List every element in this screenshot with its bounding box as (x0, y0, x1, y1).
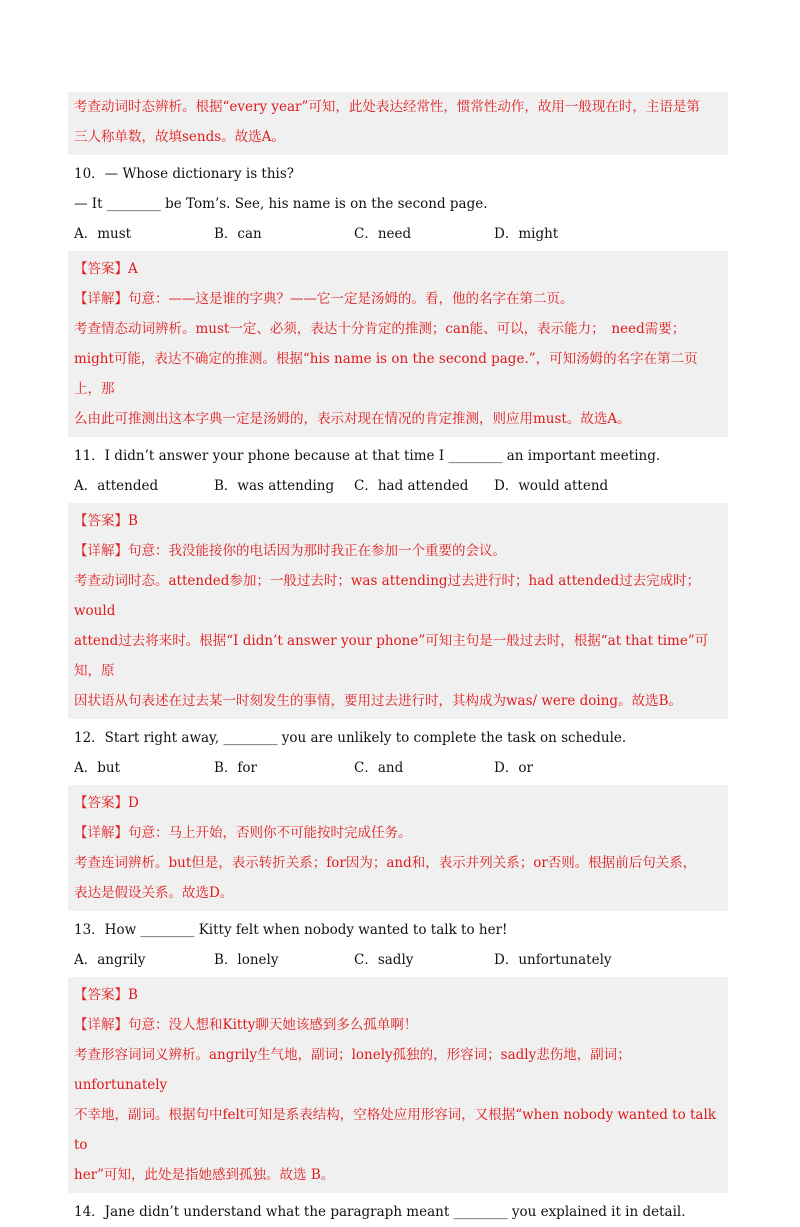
options-row (74, 945, 728, 975)
detail-line: 【详解】句意：没人想和Kitty聊天她该感到多么孤单啊！ (74, 1017, 418, 1033)
explanation-box-q9 (68, 92, 728, 155)
detail-line: 不幸地，副词。根据句中felt可知是系表结构，空格处应用形容词，又根据“when nobody wanted to talk to (74, 1107, 716, 1153)
detail-line: 【详解】句意：我没能接你的电话因为那时我正在参加一个重要的会议。 (74, 543, 506, 559)
explanation-line: 三人称单数，故填sends。故选A。 (74, 129, 285, 145)
detail-line: 考查连词辨析。but但是，表示转折关系；for因为；and和，表示并列关系；or否则。根据前后句关系， (74, 855, 697, 871)
answer-label: 【答案】B (74, 987, 138, 1003)
options-row (74, 471, 728, 501)
detail-line: 考查形容词词义辨析。angrily生气地，副词；lonely孤独的，形容词；sadly悲伤地，副词；unfortunately (74, 1047, 631, 1093)
option-b: B．for (214, 760, 257, 776)
detail-line: 么由此可推测出这本字典一定是汤姆的，表示对现在情况的肯定推测，则应用must。故选A。 (74, 411, 631, 427)
detail-line: 【详解】句意：马上开始，否则你不可能按时完成任务。 (74, 825, 412, 841)
detail-line: attend过去将来时。根据“I didn’t answer your phone”可知主句是一般过去时，根据“at that time”可知，原 (74, 633, 709, 679)
option-a: A．but (74, 760, 121, 776)
option-d: D．might (494, 226, 559, 242)
option-b: B．was attending (214, 478, 335, 494)
detail-line: 考查情态动词辨析。must一定、必须，表达十分肯定的推测；can能、可以，表示能力； need需要； (74, 321, 686, 337)
options-row (74, 219, 728, 249)
question-stem: 10．— Whose dictionary is this? (74, 166, 295, 182)
question-stem: 13．How ________ Kitty felt when nobody wanted to talk to her! (74, 922, 508, 938)
answer-box (68, 251, 728, 437)
option-b: B．lonely (214, 952, 279, 968)
option-c: C．had attended (354, 478, 469, 494)
detail-line: 【详解】句意：——这是谁的字典？——它一定是汤姆的。看，他的名字在第二页。 (74, 291, 574, 307)
question-14 (68, 1197, 728, 1227)
option-a: A．must (74, 226, 132, 242)
detail-line: 表达是假设关系。故选D。 (74, 885, 234, 901)
question-11 (68, 441, 728, 719)
answer-box (68, 977, 728, 1193)
detail-line: 因状语从句表述在过去某一时刻发生的事情，要用过去进行时，其构成为was/ were doing。故选B。 (74, 693, 682, 709)
option-c: C．sadly (354, 952, 414, 968)
question-13 (68, 915, 728, 1193)
option-a: A．attended (74, 478, 159, 494)
option-c: C．need (354, 226, 412, 242)
option-d: D．or (494, 760, 533, 776)
option-c: C．and (354, 760, 404, 776)
explanation-line: 考查动词时态辨析。根据“every year”可知，此处表达经常性，惯常性动作，故用一般现在时，主语是第 (74, 99, 700, 115)
question-10 (68, 159, 728, 437)
question-stem: 12．Start right away, ________ you are unlikely to complete the task on schedule. (74, 730, 627, 746)
question-12 (68, 723, 728, 911)
document-page (68, 92, 728, 1227)
detail-line: her”可知，此处是指她感到孤独。故选 B。 (74, 1167, 335, 1183)
option-a: A．angrily (74, 952, 146, 968)
question-stem: 11．I didn’t answer your phone because at that time I ________ an important meeting. (74, 448, 661, 464)
options-row (74, 753, 728, 783)
option-b: B．can (214, 226, 262, 242)
answer-box (68, 785, 728, 911)
answer-box (68, 503, 728, 719)
detail-line: might可能，表达不确定的推测。根据“his name is on the second page.”，可知汤姆的名字在第二页上，那 (74, 351, 698, 397)
answer-label: 【答案】B (74, 513, 138, 529)
question-stem: 14．Jane didn’t understand what the paragraph meant ________ you explained it in detail. (74, 1204, 686, 1220)
answer-label: 【答案】D (74, 795, 139, 811)
answer-label: 【答案】A (74, 261, 138, 277)
option-d: D．unfortunately (494, 952, 612, 968)
question-stem: — It ________ be Tom’s. See, his name is on the second page. (74, 196, 488, 212)
detail-line: 考查动词时态。attended参加；一般过去时；was attending过去进行时；had attended过去完成时；would (74, 573, 701, 619)
option-d: D．would attend (494, 478, 609, 494)
